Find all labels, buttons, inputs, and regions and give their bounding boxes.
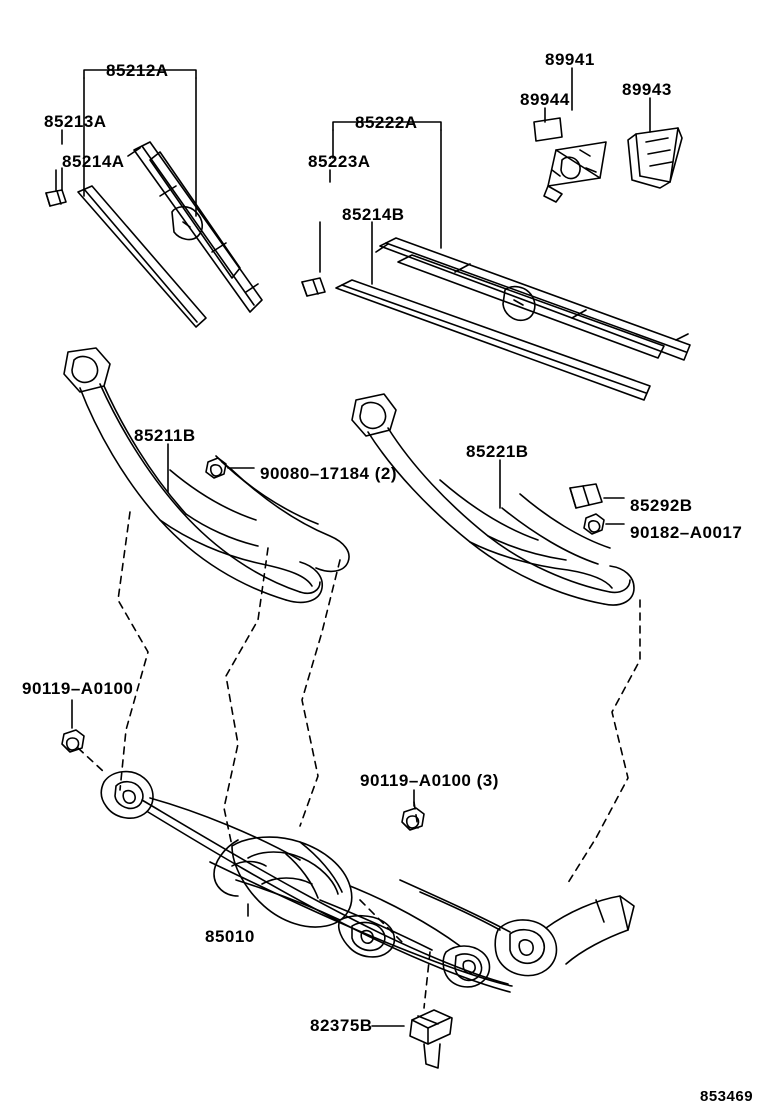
part-label-89944: 89944: [520, 90, 570, 109]
part-82375B-connector: [410, 1010, 452, 1068]
part-85212A-blade: [128, 142, 262, 312]
part-label-85010: 85010: [205, 927, 255, 946]
leader-85212A: [84, 70, 196, 216]
part-85214A-clip: [46, 190, 66, 206]
part-85292B-cap: [570, 484, 602, 508]
part-label-89943: 89943: [622, 80, 672, 99]
part-90119-A0100-left-bolt: [62, 730, 84, 752]
part-label-85211B: 85211B: [134, 426, 196, 445]
part-label-85221B: 85221B: [466, 442, 529, 461]
part-89944-plate: [534, 118, 562, 141]
part-label-85214A: 85214A: [62, 152, 125, 171]
drawing-number: 853469: [700, 1088, 754, 1105]
leader-85223A: [320, 170, 330, 272]
part-label-85292B: 85292B: [630, 496, 693, 515]
part-label-90119-A0100: 90119–A0100: [22, 679, 134, 698]
part-90119-A0100-center-bolt: [402, 808, 424, 830]
part-label-85223A: 85223A: [308, 152, 371, 171]
part-89943-nozzle: [628, 128, 682, 188]
part-label-89941: 89941: [545, 50, 595, 69]
part-label-85212A: 85212A: [106, 61, 169, 80]
part-label-90119-A0100-3: 90119–A0100 (3): [360, 771, 499, 790]
part-85221B-arm: [352, 394, 634, 605]
part-label-85213A: 85213A: [44, 112, 107, 131]
part-label-90080-17184: 90080–17184 (2): [260, 464, 398, 483]
leader-85222A: [333, 122, 441, 248]
assembly-dashed-lines: [78, 512, 640, 1008]
part-85223A-clip: [302, 278, 325, 296]
part-label-85222A: 85222A: [355, 113, 418, 132]
part-label-85214B: 85214B: [342, 205, 405, 224]
part-85010-linkage: [101, 772, 634, 992]
part-90182-A0017-nut: [584, 514, 604, 534]
part-90080-17184-nut: [206, 458, 226, 478]
part-89941-nozzle: [544, 142, 606, 202]
part-label-82375B: 82375B: [310, 1016, 373, 1035]
part-85222A-blade: [376, 238, 690, 360]
part-label-90182-A0017: 90182–A0017: [630, 523, 743, 542]
part-85214B-insert: [336, 280, 650, 400]
